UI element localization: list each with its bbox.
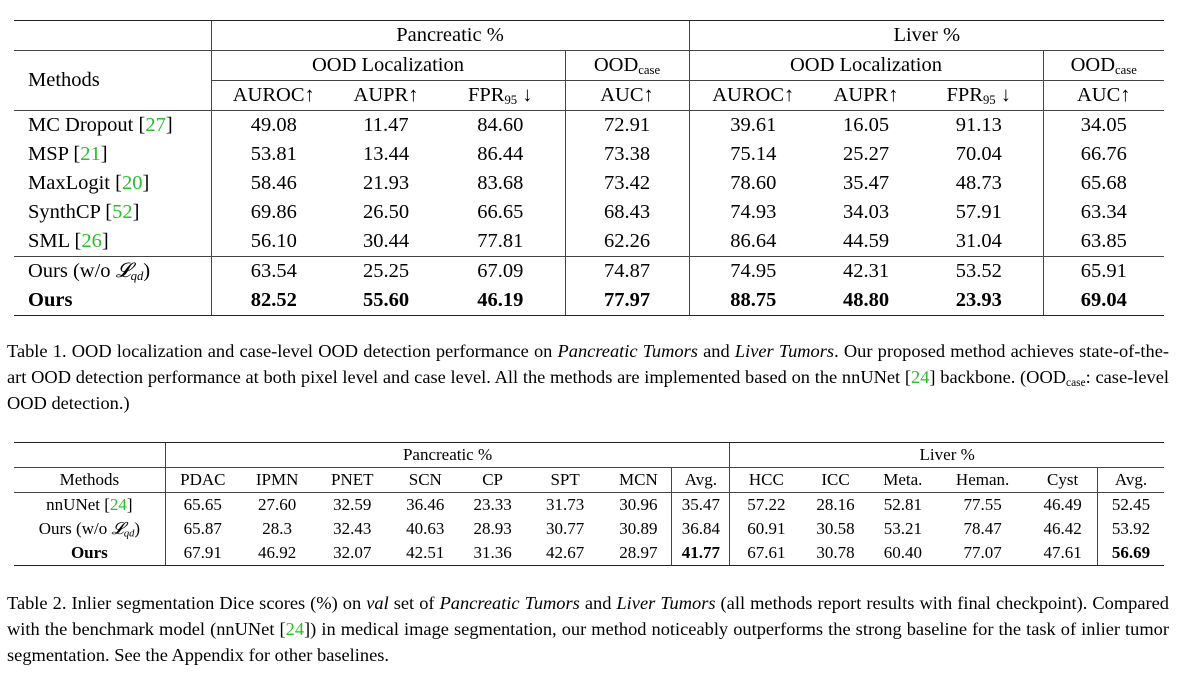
table-cell: 60.91 xyxy=(730,517,803,541)
table-cell: 46.42 xyxy=(1043,519,1082,538)
table-cell: 28.16 xyxy=(802,493,868,518)
group-liver: Liver % xyxy=(689,21,1164,51)
table-cell: 65.91 xyxy=(1043,257,1164,287)
table-cell: 77.97 xyxy=(565,286,689,316)
table-cell: 52.81 xyxy=(869,493,937,518)
column-header: SCN xyxy=(390,468,460,493)
col-aupr: AUPR↑ xyxy=(817,81,915,111)
table-1-caption: Table 1. OOD localization and case-level OOD detection performance on Pancreatic Tumors and Liver Tumors. Our proposed method achieves state-of-the-art OOD detection performance at both pixel level and case level. All the methods are implemented based on the nnUNet [24] backbone. ($OOD_{case}$: case-level OOD detection.) xyxy=(7,341,1169,413)
table-cell: 48.80 xyxy=(817,286,915,316)
table-row xyxy=(14,169,1164,198)
table-cell: 30.96 xyxy=(606,493,672,518)
group-liver: Liver % xyxy=(730,443,1164,468)
citation-link[interactable]: 24 xyxy=(109,495,127,514)
table-cell: 52.45 xyxy=(1098,493,1164,518)
table-cell: 30.77 xyxy=(545,519,585,538)
table-cell: 48.73 xyxy=(955,172,1002,194)
citation-link[interactable]: 20 xyxy=(121,172,143,194)
table-cell: 78.60 xyxy=(689,169,817,198)
column-header: SPT xyxy=(525,468,606,493)
table-cell: 23.33 xyxy=(461,493,525,518)
table-2-column-header xyxy=(14,468,1164,493)
table-cell: 72.91 xyxy=(565,111,689,141)
table-cell: 36.84 xyxy=(672,517,730,541)
table-cell: 65.87 xyxy=(165,517,240,541)
table-cell: 32.59 xyxy=(314,493,390,518)
table-cell: 23.93 xyxy=(915,286,1043,316)
table-cell: 63.34 xyxy=(1043,198,1164,227)
methods-header: Methods xyxy=(14,468,165,493)
column-header: CP xyxy=(461,468,525,493)
method-name: Ours xyxy=(14,541,165,566)
table-cell: 46.49 xyxy=(1028,493,1097,518)
table-cell: 74.87 xyxy=(565,257,689,287)
table-cell: 65.65 xyxy=(165,493,240,518)
table-cell: 34.03 xyxy=(842,201,890,223)
table-cell: 47.61 xyxy=(1028,541,1097,566)
table-cell: 63.85 xyxy=(1043,227,1164,257)
table-cell: 57.91 xyxy=(955,201,1002,223)
ood-localization-pancreatic: OOD Localization xyxy=(211,51,565,81)
col-auc: AUC↑ xyxy=(1043,81,1164,111)
table-cell: 65.68 xyxy=(1043,169,1164,198)
table-cell: 78.47 xyxy=(963,519,1002,538)
method-name: Ours (w/o 𝓛$_{qd}$) xyxy=(14,257,211,287)
citation-link[interactable]: 24 xyxy=(285,619,305,639)
table-cell: 31.04 xyxy=(955,230,1002,252)
table-cell: 41.77 xyxy=(672,541,730,566)
table-cell: 70.04 xyxy=(955,143,1002,165)
table-row xyxy=(14,517,1164,541)
method-name: MC Dropout [27] xyxy=(14,111,211,141)
ood-case-pancreatic: $OOD_{case}$ xyxy=(565,51,689,81)
method-name: Ours (w/o 𝓛$_{qd}$) xyxy=(38,519,141,540)
group-pancreatic: Pancreatic % xyxy=(211,21,689,51)
method-name: MaxLogit [20] xyxy=(28,172,150,194)
table-cell: 67.91 xyxy=(165,541,240,566)
table-cell: 74.95 xyxy=(689,257,817,287)
table-cell: 53.52 xyxy=(915,257,1043,287)
methods-header: Methods xyxy=(14,51,211,111)
table-row xyxy=(14,140,1164,169)
method-name: nnUNet [24] xyxy=(14,493,165,518)
col-auc: AUC↑ xyxy=(565,81,689,111)
table-cell: 25.27 xyxy=(842,143,890,165)
table-cell: 28.93 xyxy=(473,519,512,538)
table-cell: 42.67 xyxy=(525,541,606,566)
column-header: MCN xyxy=(606,468,672,493)
table-row xyxy=(14,493,1164,518)
table-row xyxy=(14,286,1164,316)
citation-link[interactable]: 26 xyxy=(81,230,102,252)
table-cell: 27.60 xyxy=(240,493,315,518)
table-cell: 42.51 xyxy=(390,541,460,566)
table-cell: 69.86 xyxy=(211,198,336,227)
table-cell: 30.89 xyxy=(619,519,658,538)
table-cell: 53.21 xyxy=(883,519,922,538)
citation-link[interactable]: 24 xyxy=(911,367,930,387)
table-1-subgroup-header xyxy=(14,51,1164,81)
table-cell: 35.47 xyxy=(842,172,890,194)
table-cell: 16.05 xyxy=(817,111,915,141)
table-row xyxy=(14,111,1164,141)
table-cell: 67.09 xyxy=(436,257,565,287)
table-cell: 46.19 xyxy=(436,286,565,316)
table-cell: 83.68 xyxy=(477,172,524,194)
table-cell: 77.07 xyxy=(937,541,1028,566)
table-cell: 86.44 xyxy=(477,143,524,165)
table-cell: 66.65 xyxy=(477,201,524,223)
col-fpr95: $FPR_{95}$ ↓ xyxy=(915,81,1043,111)
table-cell: 34.05 xyxy=(1043,111,1164,141)
table-cell: 39.61 xyxy=(689,111,817,141)
table-1-group-header xyxy=(14,21,1164,51)
col-aupr: AUPR↑ xyxy=(336,81,436,111)
table-cell: 35.47 xyxy=(672,493,730,518)
table-row xyxy=(14,198,1164,227)
table-row xyxy=(14,227,1164,257)
column-header: PDAC xyxy=(165,468,240,493)
column-header: PNET xyxy=(314,468,390,493)
table-cell: 68.43 xyxy=(565,198,689,227)
column-header: Cyst xyxy=(1028,468,1097,493)
col-fpr95: $FPR_{95}$ ↓ xyxy=(436,81,565,111)
table-cell: 28.97 xyxy=(606,541,672,566)
table-row xyxy=(14,257,1164,287)
column-header: HCC xyxy=(730,468,803,493)
method-name: Ours xyxy=(14,286,211,316)
table-cell: 32.43 xyxy=(333,519,372,538)
table-cell: 88.75 xyxy=(689,286,817,316)
table-cell: 36.46 xyxy=(390,493,460,518)
table-cell: 74.93 xyxy=(689,198,817,227)
column-header: Avg. xyxy=(1098,468,1164,493)
table-cell: 73.38 xyxy=(565,140,689,169)
table-cell: 84.60 xyxy=(436,111,565,141)
method-name: MSP [21] xyxy=(28,143,108,165)
table-cell: 30.58 xyxy=(816,519,855,538)
table-cell: 57.22 xyxy=(730,493,803,518)
table-cell: 86.64 xyxy=(689,227,817,257)
table-1 xyxy=(14,20,1164,316)
column-header: Heman. xyxy=(937,468,1028,493)
table-2-caption: Table 2. Inlier segmentation Dice scores (%) on val set of Pancreatic Tumors and Liver Tumors (all methods report results with final checkpoint). Compared with the benchmark model (nnUNet [24]) in medical image segmentation, our method noticeably outperforms the strong baseline for the task of inlier tumor segmentation. See the Appendix for other baselines. xyxy=(7,593,1170,665)
table-cell: 31.36 xyxy=(461,541,525,566)
table-cell: 53.92 xyxy=(1098,517,1164,541)
table-cell: 30.78 xyxy=(802,541,868,566)
column-header: Meta. xyxy=(869,468,937,493)
table-cell: 56.69 xyxy=(1098,541,1164,566)
column-header: ICC xyxy=(802,468,868,493)
table-cell: 49.08 xyxy=(211,111,336,141)
table-cell: 11.47 xyxy=(336,111,436,141)
col-auroc: AUROC↑ xyxy=(211,81,336,111)
table-cell: 63.54 xyxy=(211,257,336,287)
table-cell: 44.59 xyxy=(842,230,890,252)
table-cell: 56.10 xyxy=(211,227,336,257)
table-cell: 30.44 xyxy=(362,230,410,252)
table-2 xyxy=(14,442,1164,566)
table-cell: 31.73 xyxy=(525,493,606,518)
column-header: IPMN xyxy=(240,468,315,493)
table-cell: 91.13 xyxy=(915,111,1043,141)
table-cell: 58.46 xyxy=(211,169,336,198)
table-cell: 67.61 xyxy=(730,541,803,566)
table-cell: 26.50 xyxy=(362,201,410,223)
citation-link[interactable]: 21 xyxy=(80,143,101,165)
table-cell: 55.60 xyxy=(336,286,436,316)
table-cell: 77.55 xyxy=(937,493,1028,518)
table-cell: 75.14 xyxy=(689,140,817,169)
ood-localization-liver: OOD Localization xyxy=(689,51,1043,81)
col-auroc: AUROC↑ xyxy=(689,81,817,111)
table-cell: 60.40 xyxy=(869,541,937,566)
table-cell: 25.25 xyxy=(336,257,436,287)
citation-link[interactable]: 52 xyxy=(112,201,133,223)
table-cell: 42.31 xyxy=(817,257,915,287)
table-2-group-header xyxy=(14,443,1164,468)
table-cell: 69.04 xyxy=(1043,286,1164,316)
table-row xyxy=(14,541,1164,566)
method-name: SML [26] xyxy=(28,230,109,252)
table-cell: 77.81 xyxy=(477,230,524,252)
table-cell: 13.44 xyxy=(362,143,410,165)
table-cell: 28.3 xyxy=(262,519,293,538)
table-cell: 32.07 xyxy=(314,541,390,566)
method-name: SynthCP [52] xyxy=(28,201,140,223)
table-cell: 73.42 xyxy=(565,169,689,198)
group-pancreatic: Pancreatic % xyxy=(165,443,730,468)
table-cell: 82.52 xyxy=(211,286,336,316)
column-header: Avg. xyxy=(672,468,730,493)
citation-link[interactable]: 27 xyxy=(145,114,166,136)
ood-case-liver: $OOD_{case}$ xyxy=(1043,51,1164,81)
table-cell: 53.81 xyxy=(211,140,336,169)
table-cell: 40.63 xyxy=(406,519,445,538)
table-cell: 62.26 xyxy=(565,227,689,257)
table-cell: 21.93 xyxy=(362,172,410,194)
table-cell: 46.92 xyxy=(240,541,315,566)
table-cell: 66.76 xyxy=(1043,140,1164,169)
